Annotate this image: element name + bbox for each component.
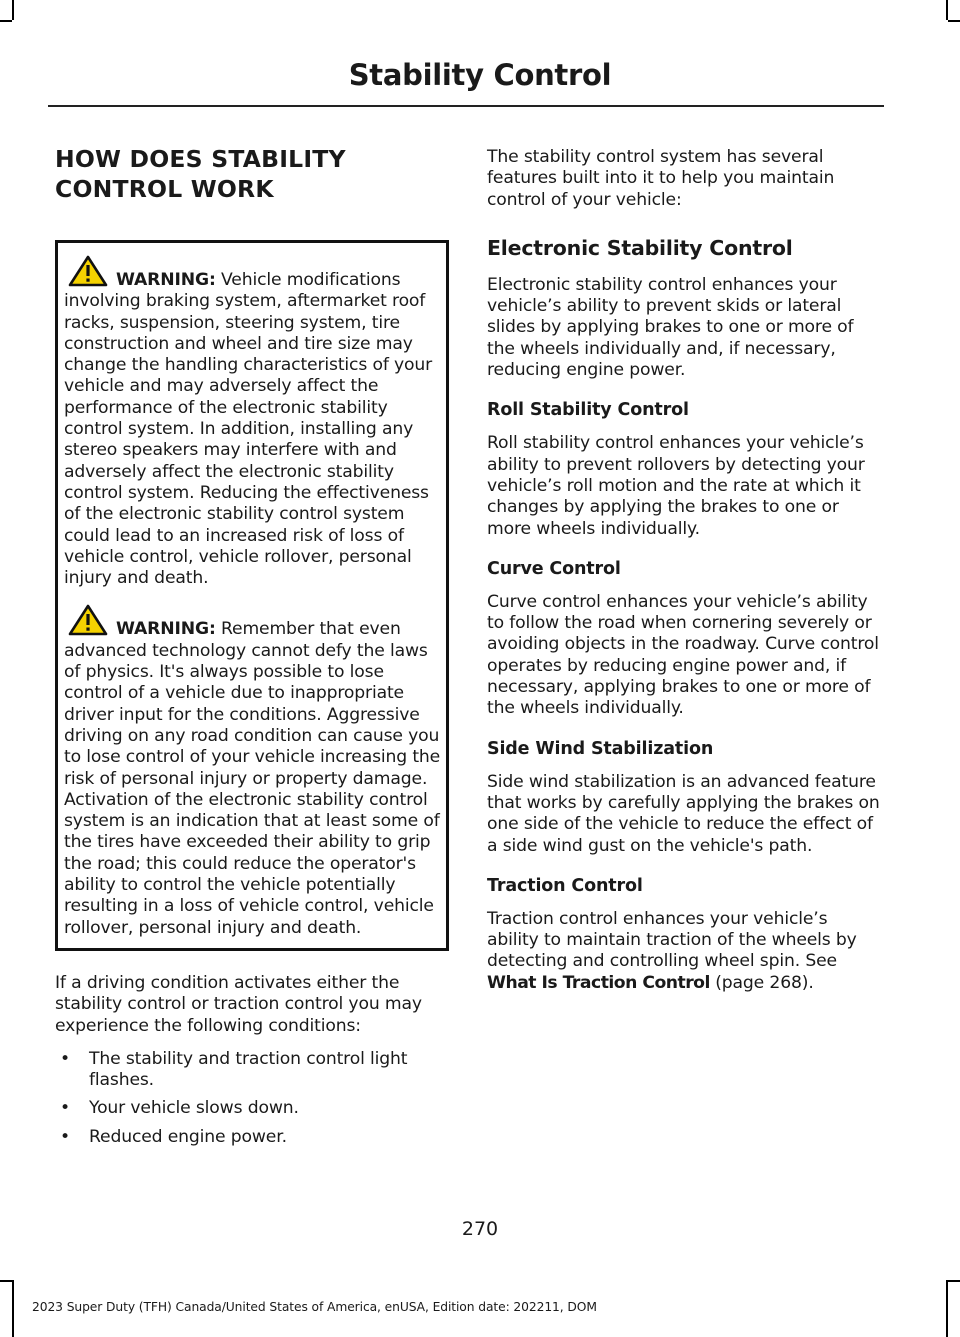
warning-text: Remember that even advanced technology cannot defy the laws of physics. It's always possible to lose control of a vehicle due to inappropriate driver input for the conditions. Aggressive driving on any road condition can cause you to lose control of your vehicle increasing the risk of personal injury or property damage. Activation of the electronic stability control system is an indication that at least some of the tires have exceeded their ability to grip the road; this could reduce the operator's ability to control the vehicle potentially resulting in a loss of vehicle control, vehicle rollover, personal injury and death. <box>64 619 441 938</box>
bullet: • <box>60 1126 70 1147</box>
traction-text <box>487 909 883 994</box>
see-page-ref: (page 268). <box>715 972 814 993</box>
warning-2 <box>64 604 442 938</box>
roll-text: Roll stability control enhances your vehicle’s ability to prevent rollovers by detecting your vehicle’s roll motion and the rate at which it changes by applying the brakes to one or more wheels individually. <box>487 433 865 539</box>
warning-box <box>55 240 449 951</box>
traction-heading: Traction Control <box>487 875 643 896</box>
crop-mark <box>946 0 948 20</box>
esc-text: Electronic stability control enhances your vehicle’s ability to prevent skids or lateral slides by applying brakes to one or more of the wheels individually and, if necessary, reducing engine power. <box>487 274 854 381</box>
bullet: • <box>60 1098 70 1119</box>
roll-heading: Roll Stability Control <box>487 400 689 421</box>
list-item-text: The stability and traction control light flashes. <box>89 1048 408 1091</box>
warning-label: WARNING: <box>116 270 216 290</box>
warning-label: WARNING: <box>116 619 216 640</box>
traction-body: Traction control enhances your vehicle’s ability to maintain traction of the wheels by detecting and controlling wheel spin. <box>487 908 857 972</box>
section-heading-line-1: HOW DOES STABILITY <box>55 145 346 173</box>
features-intro: The stability control system has several features built into it to help you maintain control of your vehicle: <box>487 147 835 210</box>
see-prefix: See <box>805 951 837 972</box>
curve-heading: Curve Control <box>487 558 621 579</box>
section-heading <box>55 144 447 204</box>
header-divider <box>48 105 884 107</box>
right-column <box>487 147 883 994</box>
list-item-text: Reduced engine power. <box>89 1126 287 1147</box>
traction-control-link[interactable]: What Is Traction Control <box>487 972 710 993</box>
conditions-list <box>55 1049 447 1148</box>
crop-mark <box>12 1280 14 1337</box>
list-item-text: Your vehicle slows down. <box>89 1098 299 1119</box>
crop-mark <box>948 20 960 22</box>
warning-text: Vehicle modifications involving braking system, aftermarket roof racks, suspension, steering system, tire construction and wheel and tire size may change the handling characteristics of your vehicle and may adversely affect the performance of the electronic stability control system. In addition, installing any stereo speakers may interfere with and adversely affect the electronic stability control system. Reducing the effectiveness of the electronic stability control system could lead to an increased risk of loss of vehicle control, vehicle rollover, personal injury and death. <box>64 270 433 589</box>
page-title: Stability Control <box>348 58 612 92</box>
curve-text: Curve control enhances your vehicle’s ability to follow the road when cornering severely or avoiding objects in the roadway. Curve control operates by reducing engine power and, if necessary, applying brakes to one or more of the wheels individually. <box>487 591 879 719</box>
conditions-intro: If a driving condition activates either the stability control or traction control you may experience the following conditions: <box>55 972 422 1036</box>
wind-heading: Side Wind Stabilization <box>487 738 714 759</box>
list-item <box>55 1127 447 1148</box>
crop-mark <box>0 20 12 22</box>
wind-text: Side wind stabilization is an advanced feature that works by carefully applying the brakes on one side of the vehicle to reduce the effect of a side wind gust on the vehicle's path. <box>487 771 880 856</box>
page-number: 270 <box>461 1218 499 1240</box>
crop-mark <box>946 1280 948 1337</box>
list-item <box>55 1049 447 1092</box>
section-heading-line-2: CONTROL WORK <box>55 175 274 203</box>
list-item <box>55 1098 447 1119</box>
esc-heading: Electronic Stability Control <box>487 235 793 260</box>
warning-triangle-icon <box>68 604 108 636</box>
warning-triangle-icon <box>68 255 108 287</box>
crop-mark <box>12 0 14 20</box>
bullet: • <box>60 1048 70 1069</box>
crop-mark <box>0 1280 12 1282</box>
crop-mark <box>948 1280 960 1282</box>
warning-1 <box>64 255 442 589</box>
left-column <box>55 144 447 1155</box>
footer-edition-text: 2023 Super Duty (TFH) Canada/United States of America, enUSA, Edition date: 202211, DOM <box>32 1300 597 1314</box>
